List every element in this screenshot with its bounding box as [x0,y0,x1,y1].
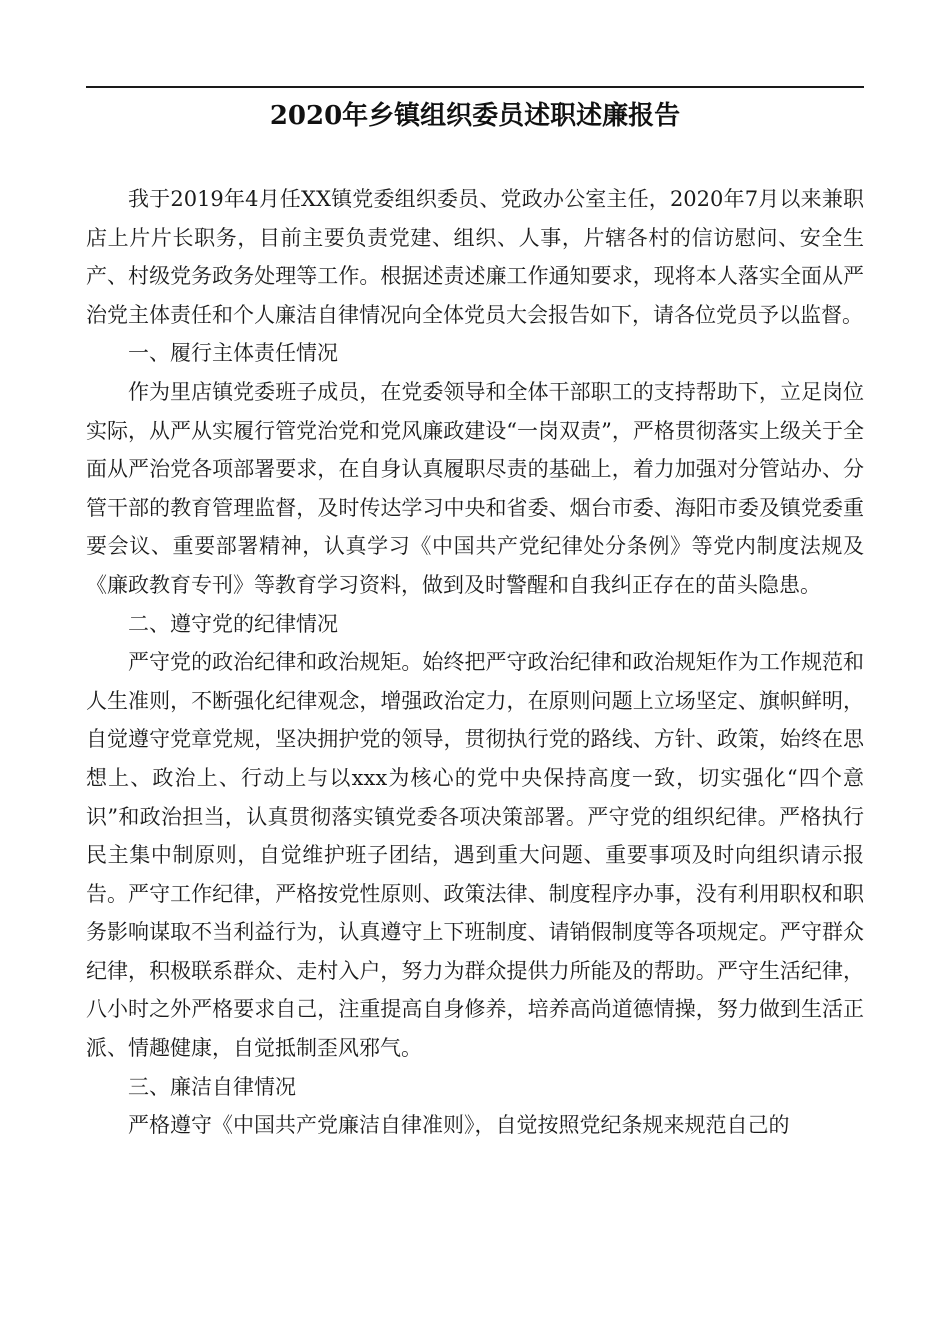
document-title: 2020年乡镇组织委员述职述廉报告 [269,101,681,131]
section-heading-3: 三、廉洁自律情况 [128,1074,296,1099]
paragraph-section-1: 作为里店镇党委班子成员，在党委领导和全体干部职工的支持帮助下，立足岗位实际，从严从实履行管党治党和党风廉政建设“一岗双责”，严格贯彻落实上级关于全面从严治党各项部署要求，在自身认真履职尽责的基础上，着力加强对分管站办、分管干部的教育管理监督，及时传达学习中央和省委、烟台市委、海阳市委及镇党委重要会议、重要部署精神，认真学习《中国共产党纪律处分条例》等党内制度法规及《廉政教育专刊》等教育学习资料，做到及时警醒和自我纠正存在的苗头隐患。 [86,379,864,597]
paragraph-intro: 我于2019年4月任XX镇党委组织委员、党政办公室主任，2020年7月以来兼职店上片片长职务，目前主要负责党建、组织、人事，片辖各村的信访慰问、安全生产、村级党务政务处理等工作。根据述责述廉工作通知要求，现将本人落实全面从严治党主体责任和个人廉洁自律情况向全体党员大会报告如下，请各位党员予以监督。 [86,187,864,327]
paragraph-section-3: 严格遵守《中国共产党廉洁自律准则》，自觉按照党纪条规来规范自己的 [128,1113,790,1138]
paragraph-section-2: 严守党的政治纪律和政治规矩。始终把严守政治纪律和政治规矩作为工作规范和人生准则，不断强化纪律观念，增强政治定力，在原则问题上立场坚定、旗帜鲜明，自觉遵守党章党规，坚决拥护党的领导，贯彻执行党的路线、方针、政策，始终在思想上、政治上、行动上与以xxx为核心的党中央保持高度一致，切实强化“四个意识”和政治担当，认真贯彻落实镇党委各项决策部署。严守党的组织纪律。严格执行民主集中制原则，自觉维护班子团结，遇到重大问题、重要事项及时向组织请示报告。严守工作纪律，严格按党性原则、政策法律、制度程序办事，没有利用职权和职务影响谋取不当利益行为，认真遵守上下班制度、请销假制度等各项规定。严守群众纪律，积极联系群众、走村入户，努力为群众提供力所能及的帮助。严守生活纪律，八小时之外严格要求自己，注重提高自身修养，培养高尚道德情操，努力做到生活正派、情趣健康，自觉抵制歪风邪气。 [86,650,864,1061]
section-heading-1: 一、履行主体责任情况 [128,341,338,366]
header-rule [86,86,864,88]
document-body [86,180,864,1145]
section-heading-2: 二、遵守党的纪律情况 [128,611,338,636]
